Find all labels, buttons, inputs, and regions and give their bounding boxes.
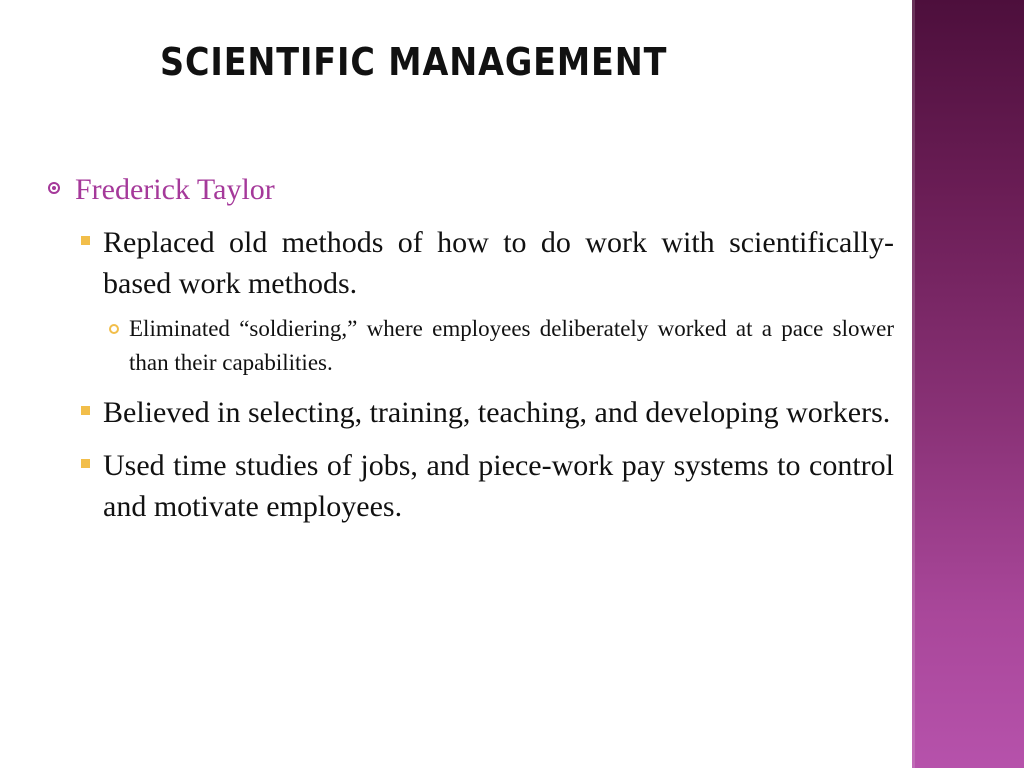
bullet-text: Used time studies of jobs, and piece-work pay systems to control and motivate employees.: [103, 449, 894, 523]
sub-bullet-soldiering: [129, 312, 894, 380]
bullet-replaced-methods: [103, 222, 894, 304]
bullet-selecting-training: [103, 392, 894, 433]
bullet-frederick-taylor: [44, 170, 894, 210]
bullet-text: Replaced old methods of how to do work with scientifically-based work methods.: [103, 226, 894, 300]
circle-bullet-icon: [109, 324, 119, 334]
slide-content: [44, 170, 894, 535]
decorative-sidebar: [912, 0, 1024, 768]
square-bullet-icon: [81, 459, 90, 468]
bullet-time-studies: [103, 445, 894, 527]
square-bullet-icon: [81, 236, 90, 245]
radio-bullet-icon: [48, 182, 60, 194]
sub-bullet-text: Eliminated “soldiering,” where employees deliberately worked at a pace slower than their capabilities.: [129, 316, 894, 375]
bullet-text: Believed in selecting, training, teaching, and developing workers.: [103, 396, 891, 429]
bullet-text: Frederick Taylor: [75, 173, 275, 206]
slide-title: SCIENTIFIC MANAGEMENT: [160, 40, 668, 84]
square-bullet-icon: [81, 406, 90, 415]
